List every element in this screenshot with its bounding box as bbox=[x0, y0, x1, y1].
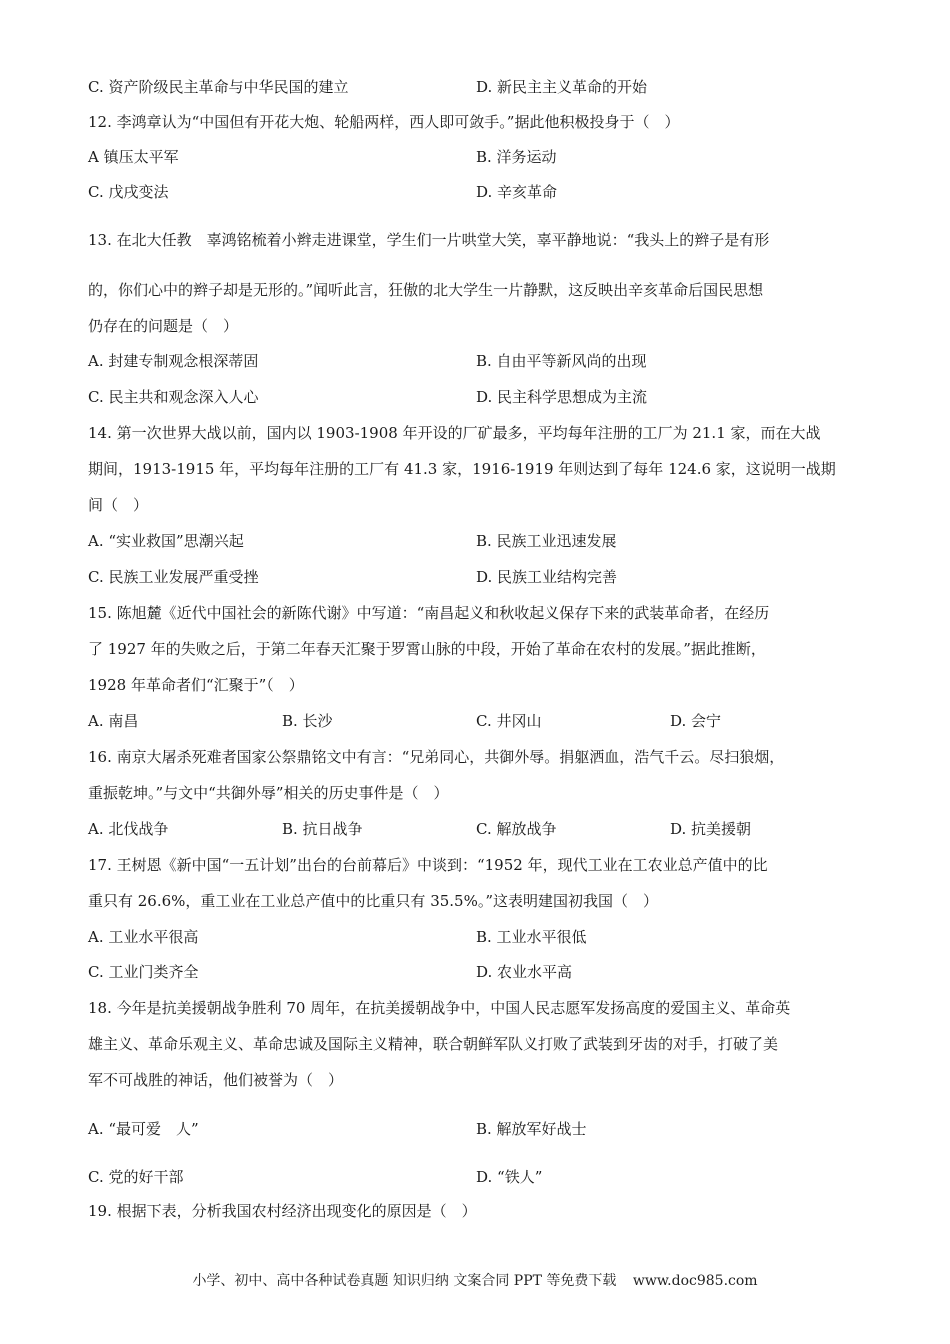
q13-stem-line-2: 的，你们心中的辫子却是无形的。”闻听此言，狂傲的北大学生一片静默，这反映出辛亥革命后国民思想 bbox=[88, 281, 764, 299]
q14-option-d: D. 民族工业结构完善 bbox=[476, 568, 618, 586]
q15-option-d: D. 会宁 bbox=[670, 712, 722, 730]
q14-stem-line-3: 间（ ） bbox=[88, 496, 149, 514]
q13-option-b: B. 自由平等新风尚的出现 bbox=[476, 352, 647, 370]
q17-stem-line-1: 17. 王树恩《新中国“一五计划”出台的台前幕后》中谈到：“1952 年，现代工业在工农业总产值中的比 bbox=[88, 856, 768, 874]
q17-option-b: B. 工业水平很低 bbox=[476, 928, 587, 946]
q11-option-d: D. 新民主主义革命的开始 bbox=[476, 78, 648, 96]
q17-option-d: D. 农业水平高 bbox=[476, 963, 573, 981]
q13-stem-line-1: 13. 在北大任教 辜鸿铭梳着小辫走进课堂，学生们一片哄堂大笑，辜平静地说：“我头上的辫子是有形 bbox=[88, 231, 770, 249]
q15-option-c: C. 井冈山 bbox=[476, 712, 542, 730]
q14-option-b: B. 民族工业迅速发展 bbox=[476, 532, 617, 550]
q18-option-d: D. “铁人” bbox=[476, 1168, 543, 1186]
q17-stem-line-2: 重只有 26.6%，重工业在工业总产值中的比重只有 35.5%。”这表明建国初我国（ ） bbox=[88, 892, 659, 910]
q16-option-c: C. 解放战争 bbox=[476, 820, 557, 838]
q15-stem-line-1: 15. 陈旭麓《近代中国社会的新陈代谢》中写道：“南昌起义和秋收起义保存下来的武装革命者，在经历 bbox=[88, 604, 770, 622]
q13-option-a: A. 封建专制观念根深蒂固 bbox=[88, 352, 259, 370]
q16-stem-line-2: 重振乾坤。”与文中“共御外辱”相关的历史事件是（ ） bbox=[88, 784, 449, 802]
q16-stem-line-1: 16. 南京大屠杀死难者国家公祭鼎铭文中有言：“兄弟同心，共御外辱。捐躯洒血，浩气千云。尽扫狼烟， bbox=[88, 748, 785, 766]
footer-text: 小学、初中、高中各种试卷真题 知识归纳 文案合同 PPT 等免费下载 bbox=[192, 1273, 617, 1289]
q16-option-b: B. 抗日战争 bbox=[282, 820, 363, 838]
page-footer bbox=[0, 1270, 950, 1290]
q14-stem-line-1: 14. 第一次世界大战以前，国内以 1903-1908 年开设的厂矿最多，平均每年注册的工厂为 21.1 家，而在大战 bbox=[88, 424, 821, 442]
q14-option-a: A. “实业救国”思潮兴起 bbox=[88, 532, 244, 550]
q16-option-a: A. 北伐战争 bbox=[88, 820, 169, 838]
q11-option-c: C. 资产阶级民主革命与中华民国的建立 bbox=[88, 78, 349, 96]
q12-option-a: A 镇压太平军 bbox=[88, 148, 179, 166]
q18-option-c: C. 党的好干部 bbox=[88, 1168, 184, 1186]
q13-option-d: D. 民主科学思想成为主流 bbox=[476, 388, 648, 406]
q18-option-b: B. 解放军好战士 bbox=[476, 1120, 587, 1138]
q12-option-b: B. 洋务运动 bbox=[476, 148, 557, 166]
q12-option-c: C. 戊戌变法 bbox=[88, 183, 169, 201]
q12-option-d: D. 辛亥革命 bbox=[476, 183, 558, 201]
q15-option-b: B. 长沙 bbox=[282, 712, 333, 730]
q13-option-c: C. 民主共和观念深入人心 bbox=[88, 388, 259, 406]
q15-option-a: A. 南昌 bbox=[88, 712, 139, 730]
q19-stem: 19. 根据下表，分析我国农村经济出现变化的原因是（ ） bbox=[88, 1202, 477, 1220]
q14-option-c: C. 民族工业发展严重受挫 bbox=[88, 568, 259, 586]
footer-link[interactable]: www.doc985.com bbox=[632, 1273, 758, 1289]
q15-stem-line-2: 了 1927 年的失败之后，于第二年春天汇聚于罗霄山脉的中段，开始了革命在农村的发展。”据此推断， bbox=[88, 640, 766, 658]
q12-stem: 12. 李鸿章认为“中国但有开花大炮、轮船两样，西人即可敛手。”据此他积极投身于（ ） bbox=[88, 113, 680, 131]
q16-option-d: D. 抗美援朝 bbox=[670, 820, 752, 838]
q17-option-c: C. 工业门类齐全 bbox=[88, 963, 199, 981]
q13-stem-line-3: 仍存在的问题是（ ） bbox=[88, 317, 239, 335]
q18-stem-line-1: 18. 今年是抗美援朝战争胜利 70 周年，在抗美援朝战争中，中国人民志愿军发扬高度的爱国主义、革命英 bbox=[88, 999, 791, 1017]
q18-stem-line-2: 雄主义、革命乐观主义、革命忠诚及国际主义精神，联合朝鲜军队义打败了武装到牙齿的对手，打破了美 bbox=[88, 1035, 779, 1053]
q18-stem-line-3: 军不可战胜的神话，他们被誉为（ ） bbox=[88, 1071, 344, 1089]
q18-option-a: A. “最可爱 人” bbox=[88, 1120, 199, 1138]
q14-stem-line-2: 期间，1913-1915 年，平均每年注册的工厂有 41.3 家，1916-1919 年则达到了每年 124.6 家，这说明一战期 bbox=[88, 460, 836, 478]
q15-stem-line-3: 1928 年革命者们“汇聚于”（ ） bbox=[88, 676, 304, 694]
q17-option-a: A. 工业水平很高 bbox=[88, 928, 199, 946]
